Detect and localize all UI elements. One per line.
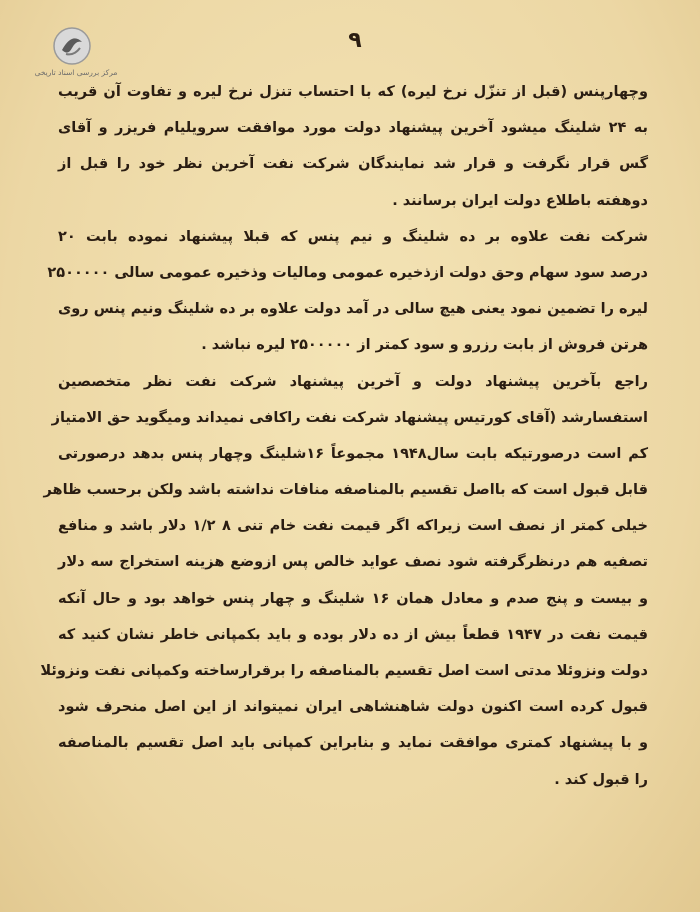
text-line: قبول کرده است اکنون دولت شاهنشاهی ایران نمیتواند از این اصل منحرف شود — [58, 699, 648, 716]
text-line: تصفیه هم درنظرگرفته شود نصف عواید خالص پس ازوضع هزینه استخراج سه دلار — [58, 554, 648, 571]
text-line: قابل قبول است که بااصل تقسیم بالمناصفه منافات نداشته باشد ولکن برحسب ظاهر — [43, 482, 648, 499]
text-line: و بیست و پنج صدم و معادل همان ۱۶ شلینگ و چهار پنس خواهد بود و حال آنکه — [58, 590, 648, 607]
text-line: و با پیشنهاد کمتری موافقت نماید و بنابراین کمپانی باید اصل تقسیم بالمناصفه — [58, 735, 648, 752]
text-line: درصد سود سهام وحق دولت ازذخیره عمومی ومالیات وذخیره عمومی سالی ۲۵۰۰۰۰۰ — [47, 264, 648, 281]
text-line: گس قرار نگرفت و قرار شد نمایندگان شرکت نفت آخرین نظر خود را قبل از — [58, 156, 648, 173]
text-line: وچهارپنس (قبل از تنزّل نرخ لیره) که با احتساب تنزل نرخ لیره و تفاوت آن قریب — [58, 84, 648, 100]
text-line: را قبول کند . — [554, 771, 648, 788]
text-line: هرتن فروش از بابت رزرو و سود کمتر از ۲۵۰۰۰۰۰ لیره نباشد . — [201, 337, 648, 354]
page-number: ۹ — [348, 28, 362, 53]
paragraph-2 — [47, 219, 648, 364]
text-line: دوهفته باطلاع دولت ایران برسانند . — [392, 192, 648, 209]
text-line: خیلی کمتر از نصف است زیراکه اگر قیمت نفت خام تنی ۸ ۱/۲ دلار باشد و منافع — [58, 518, 648, 535]
text-line: لیره را تضمین نمود یعنی هیچ سالی در آمد دولت علاوه بر ده شلینگ ونیم پنس روی — [58, 301, 648, 318]
document-body — [40, 74, 648, 798]
text-line: شرکت نفت علاوه بر ده شلینگ و نیم پنس که قبلا پیشنهاد نموده بابت ۲۰ — [58, 228, 648, 245]
text-line: کم است درصورتیکه بابت سال۱۹۴۸ مجموعاً ۱۶شلینگ وچهار پنس بدهد درصورتی — [58, 445, 648, 462]
text-line: دولت ونزوئلا مدتی است اصل تقسیم بالمناصفه را برقرارساخته وکمپانی نفت ونزوئلا — [40, 663, 648, 679]
paragraph-1 — [58, 74, 648, 219]
archive-emblem-icon — [52, 26, 92, 66]
text-line: استفسارشد (آقای کورتیس پیشنهاد شرکت نفت راکافی نمیداند ومیگوید حق الامتیاز — [51, 409, 648, 426]
paragraph-3 — [40, 364, 648, 798]
text-line: به ۲۴ شلینگ میشود آخرین پیشنهاد دولت مورد موافقت سرویلیام فریزر و آقای — [58, 120, 648, 137]
text-line: قیمت نفت در ۱۹۴۷ قطعاً بیش از ده دلار بوده و باید بکمپانی خاطر نشان کنید که — [58, 626, 648, 643]
text-line: راجع بآخرین پیشنهاد دولت و آخرین پیشنهاد شرکت نفت نظر متخصصین — [58, 373, 648, 390]
archive-logo-text: مرکز بررسی اسناد تاریخی — [34, 68, 118, 77]
